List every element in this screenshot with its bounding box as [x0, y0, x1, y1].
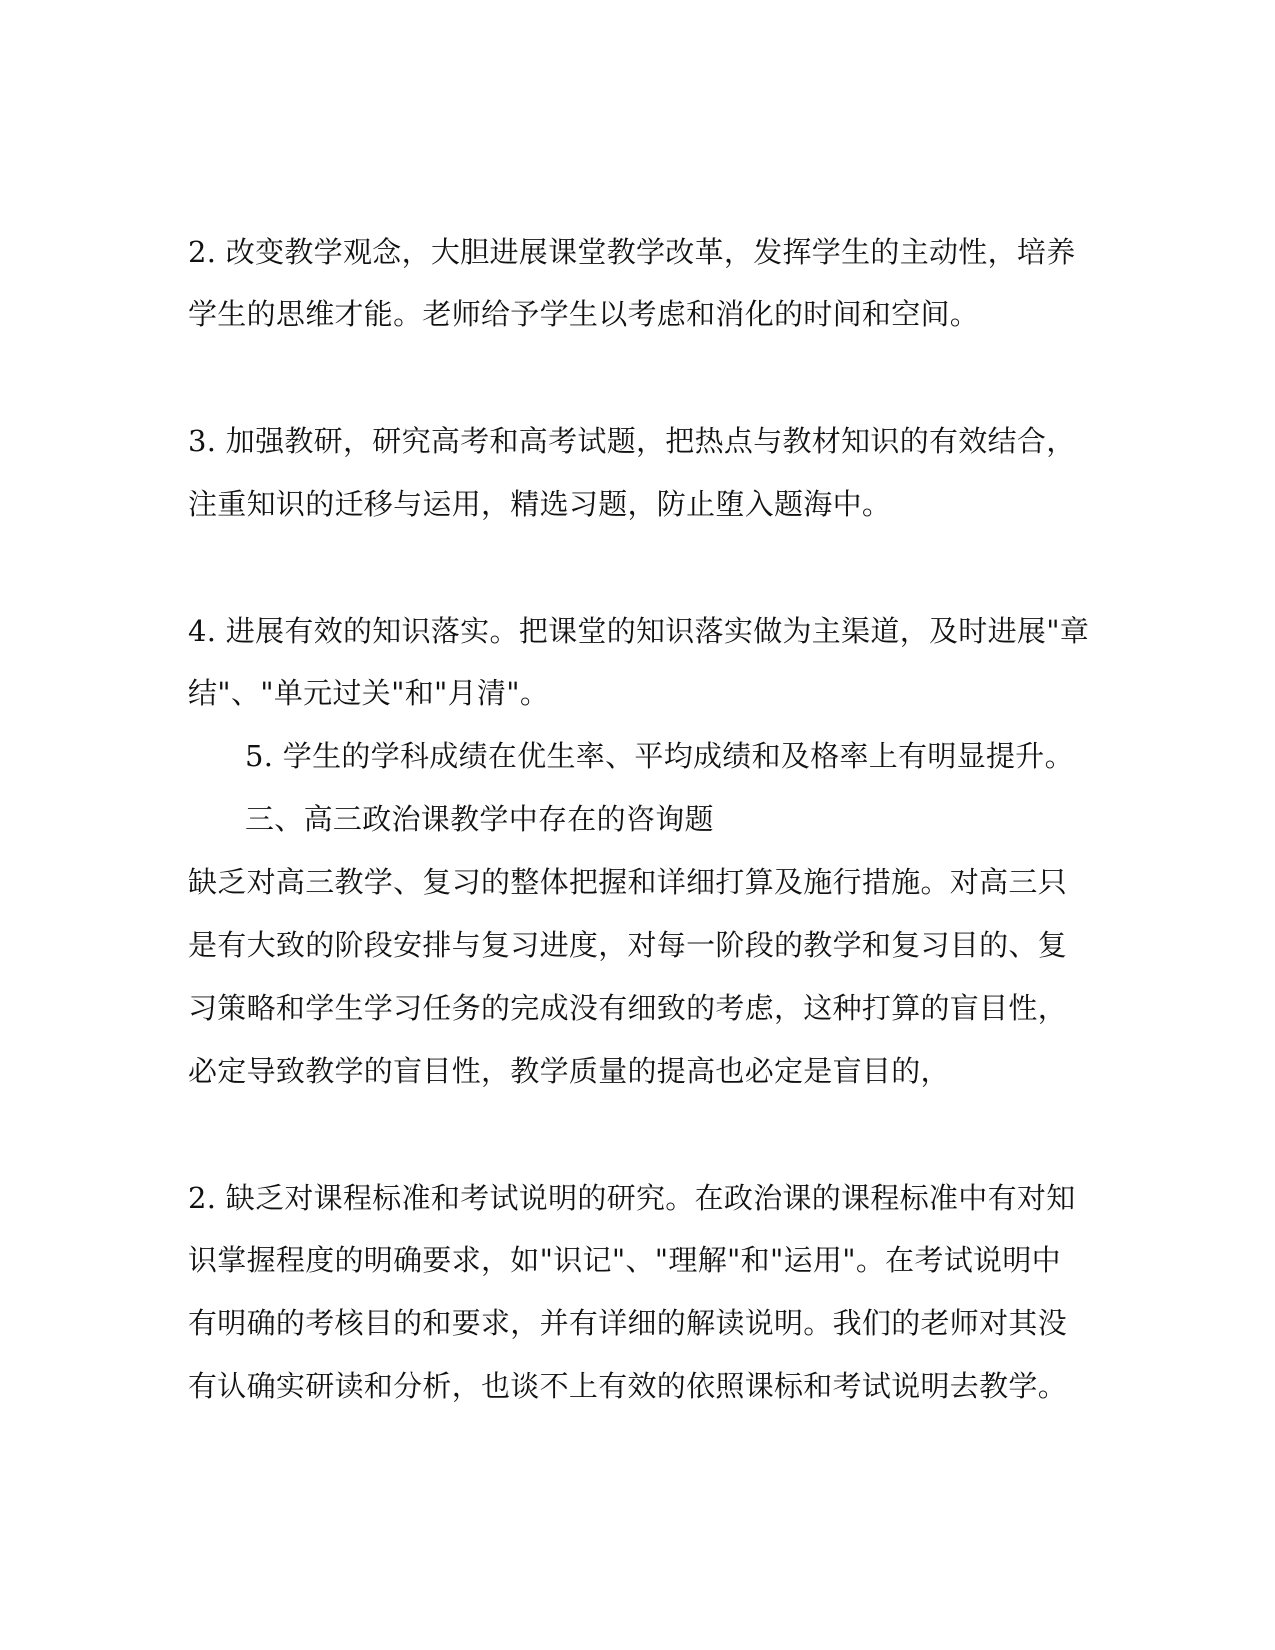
problem-paragraph-line-1: 缺乏对高三教学、复习的整体把握和详细打算及施行措施。对高三只 — [188, 865, 1068, 899]
problem-paragraph-line-4: 必定导致教学的盲目性，教学质量的提高也必定是盲目的， — [188, 1054, 950, 1088]
paragraph-4-line-1: 4. 进展有效的知识落实。把课堂的知识落实做为主渠道，及时进展"章 — [188, 614, 1090, 648]
paragraph-3-line-2: 注重知识的迁移与运用，精选习题，防止堕入题海中。 — [188, 487, 892, 521]
paragraph-2-line-2: 学生的思维才能。老师给予学生以考虑和消化的时间和空间。 — [188, 297, 980, 331]
section-heading: 三、高三政治课教学中存在的咨询题 — [245, 802, 714, 836]
problem-2-line-4: 有认确实研读和分析，也谈不上有效的依照课标和考试说明去教学。 — [188, 1369, 1068, 1403]
paragraph-5-line-1: 5. 学生的学科成绩在优生率、平均成绩和及格率上有明显提升。 — [245, 739, 1074, 773]
problem-2-line-2: 识掌握程度的明确要求，如"识记"、"理解"和"运用"。在考试说明中 — [188, 1243, 1061, 1277]
problem-paragraph-line-3: 习策略和学生学习任务的完成没有细致的考虑，这种打算的盲目性， — [188, 991, 1068, 1025]
problem-paragraph-line-2: 是有大致的阶段安排与复习进度，对每一阶段的教学和复习目的、复 — [188, 928, 1068, 962]
problem-2-line-1: 2. 缺乏对课程标准和考试说明的研究。在政治课的课程标准中有对知 — [188, 1181, 1076, 1215]
paragraph-4-line-2: 结"、"单元过关"和"月清"。 — [188, 676, 550, 710]
paragraph-3-line-1: 3. 加强教研，研究高考和高考试题，把热点与教材知识的有效结合， — [188, 424, 1076, 458]
paragraph-2-line-1: 2. 改变教学观念，大胆进展课堂教学改革，发挥学生的主动性，培养 — [188, 235, 1076, 269]
problem-2-line-3: 有明确的考核目的和要求，并有详细的解读说明。我们的老师对其没 — [188, 1306, 1068, 1340]
